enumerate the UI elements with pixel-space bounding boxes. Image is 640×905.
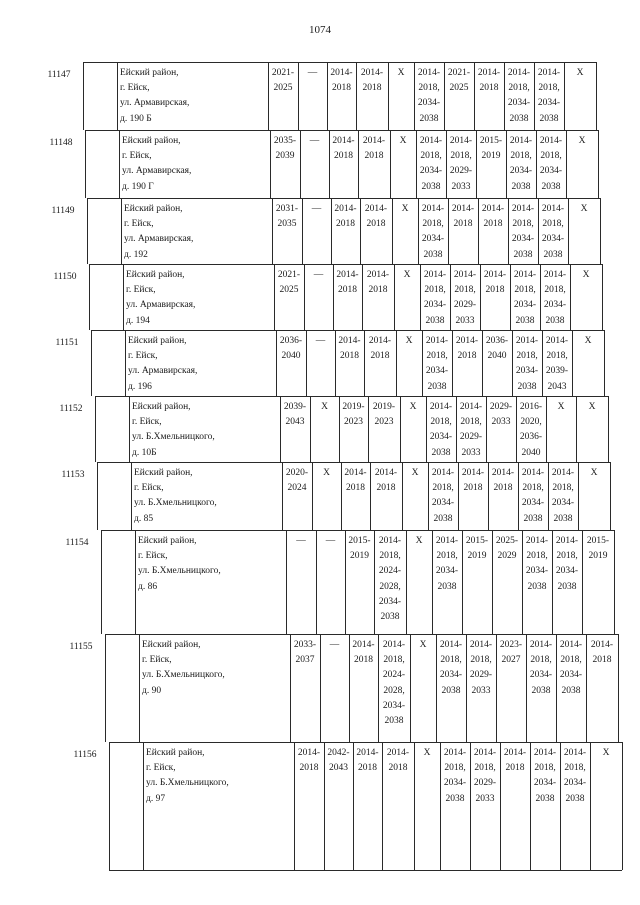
period-cell: 2014- 2018, 2029- 2033	[459, 402, 483, 458]
row-number: 11152	[59, 404, 83, 414]
address-cell: Ейский район, г. Ейск, ул. Армавирская, д. 194	[126, 270, 196, 326]
period-cell: 2014- 2018, 2034- 2038	[529, 640, 553, 696]
period-cell: Х	[557, 402, 565, 412]
column-border	[530, 742, 531, 870]
period-cell: 2014- 2018	[461, 468, 485, 494]
period-cell: 2014- 2018	[334, 204, 357, 230]
period-cell: —	[325, 536, 336, 546]
period-cell: 2014- 2018, 2039- 2043	[545, 336, 569, 392]
period-cell: Х	[415, 536, 423, 546]
row-number: 11150	[53, 272, 77, 282]
period-cell: 2014- 2018, 2029- 2033	[453, 270, 477, 326]
address-cell: Ейский район, г. Ейск, ул. Б.Хмельницкого, д. 85	[134, 468, 217, 524]
period-cell: 2039- 2043	[283, 402, 307, 428]
period-cell: 2021- 2025	[277, 270, 301, 296]
period-cell: Х	[423, 748, 431, 758]
row-number: 11148	[49, 138, 73, 148]
period-cell: 2014- 2018	[336, 270, 359, 296]
address-cell: Ейский район, г. Ейск, ул. Армавирская, д. 196	[128, 336, 198, 392]
period-cell: 2020- 2024	[285, 468, 309, 494]
period-cell: —	[307, 68, 318, 78]
period-cell: 2036- 2040	[279, 336, 303, 362]
period-cell: Х	[399, 136, 407, 146]
period-cell: Х	[588, 402, 596, 412]
period-cell: —	[296, 536, 306, 546]
row-number: 11154	[65, 538, 89, 548]
period-cell: 2014- 2018	[338, 336, 361, 362]
column-border	[353, 742, 354, 870]
period-cell: 2014- 2018, 2034- 2038	[425, 336, 449, 392]
period-cell: 2014- 2018	[481, 204, 505, 230]
period-cell: Х	[405, 336, 413, 346]
period-cell: 2014- 2018, 2034- 2038	[439, 640, 463, 696]
period-cell: 2019- 2023	[342, 402, 365, 428]
period-cell: Х	[323, 468, 330, 478]
period-cell: 2014- 2018, 2034- 2038	[533, 748, 557, 804]
page-number: 1074	[309, 24, 331, 36]
period-cell: 2014- 2018	[297, 748, 321, 774]
period-cell: 2014- 2018, 2034- 2038	[511, 204, 535, 260]
period-cell: 2015- 2019	[348, 536, 371, 562]
row-number: 11155	[69, 642, 93, 652]
period-cell: 2014- 2018	[590, 640, 614, 666]
period-cell: 2014- 2018	[455, 336, 479, 362]
period-cell: 2014- 2018, 2034- 2038	[513, 270, 537, 326]
period-cell: 2021- 2025	[447, 68, 471, 94]
address-cell: Ейский район, г. Ейск, ул. Б.Хмельницкого, д. 90	[142, 640, 225, 696]
period-cell: 2014- 2018, 2034- 2038	[443, 748, 467, 804]
column-border	[324, 742, 325, 870]
period-cell: 2019- 2023	[372, 402, 396, 428]
column-border	[382, 742, 383, 870]
period-cell: —	[309, 136, 320, 146]
period-cell: Х	[582, 270, 590, 280]
period-cell: Х	[403, 270, 411, 280]
period-cell: 2014- 2018, 2034- 2038	[525, 536, 549, 592]
period-cell: 2036- 2040	[485, 336, 509, 362]
period-cell: —	[329, 640, 340, 650]
period-cell: Х	[401, 204, 409, 214]
period-cell: —	[313, 270, 324, 280]
period-cell: 2014- 2018, 2034- 2038	[515, 336, 539, 392]
period-cell: 2014- 2018	[491, 468, 515, 494]
period-cell: Х	[602, 748, 610, 758]
period-cell: 2031- 2035	[275, 204, 299, 230]
period-cell: 2033- 2037	[293, 640, 317, 666]
column-border	[440, 742, 441, 870]
column-border	[500, 742, 501, 870]
period-cell: 2014- 2018	[344, 468, 367, 494]
period-cell: 2014- 2018	[360, 68, 384, 94]
period-cell: 2014- 2018, 2034- 2038	[507, 68, 531, 124]
period-cell: Х	[580, 204, 588, 214]
period-cell: 2014- 2018	[364, 204, 388, 230]
period-cell: 2014- 2018, 2034- 2038	[559, 640, 583, 696]
period-cell: 2014- 2018, 2034- 2038	[431, 468, 455, 524]
period-cell: 2014- 2018, 2034- 2038	[421, 204, 445, 260]
period-cell: 2014- 2018	[503, 748, 527, 774]
period-cell: 2023- 2027	[499, 640, 523, 666]
period-cell: 2021- 2025	[271, 68, 295, 94]
period-cell: 2014- 2018, 2034- 2038	[543, 270, 567, 326]
period-cell: 2015- 2019	[465, 536, 489, 562]
period-cell: 2014- 2018	[386, 748, 410, 774]
period-cell: 2014- 2018, 2029- 2033	[469, 640, 493, 696]
period-cell: 2014- 2018, 2034- 2038	[423, 270, 447, 326]
address-cell: Ейский район, г. Ейск, ул. Армавирская, д. 190 Б	[120, 68, 190, 124]
period-cell: 2014- 2018	[356, 748, 379, 774]
period-cell: 2014- 2018, 2034- 2038	[417, 68, 441, 124]
period-cell: 2014- 2018	[483, 270, 507, 296]
column-border	[470, 742, 471, 870]
column-border	[294, 742, 295, 870]
address-cell: Ейский район, г. Ейск, ул. Армавирская, д. 192	[124, 204, 194, 260]
period-cell: Х	[411, 468, 419, 478]
period-cell: 2025- 2029	[495, 536, 519, 562]
period-cell: —	[315, 336, 326, 346]
period-cell: Х	[321, 402, 328, 412]
period-cell: 2014- 2018, 2034- 2038	[509, 136, 533, 192]
period-cell: Х	[576, 68, 584, 78]
row-number: 11149	[51, 206, 75, 216]
row-border	[109, 742, 622, 743]
period-cell: 2014- 2018, 2029- 2033	[473, 748, 497, 804]
period-cell: Х	[419, 640, 427, 650]
period-cell: 2014- 2018	[451, 204, 475, 230]
period-cell: 2014- 2018	[352, 640, 375, 666]
period-cell: 2014- 2018	[330, 68, 353, 94]
address-cell: Ейский район, г. Ейск, ул. Армавирская, д. 190 Г	[122, 136, 192, 192]
period-cell: 2014- 2018, 2034- 2038	[563, 748, 587, 804]
address-cell: Ейский район, г. Ейск, ул. Б.Хмельницкого, д. 97	[146, 748, 229, 804]
period-cell: 2014- 2018, 2034- 2038	[541, 204, 565, 260]
period-cell: Х	[578, 136, 586, 146]
period-cell: Х	[590, 468, 598, 478]
period-cell: 2014- 2018, 2034- 2038	[539, 136, 563, 192]
column-border	[560, 742, 561, 870]
row-number: 11147	[47, 70, 71, 80]
address-cell: Ейский район, г. Ейск, ул. Б.Хмельницкого, д. 86	[138, 536, 221, 592]
period-cell: 2014- 2018, 2024- 2028, 2034- 2038	[378, 536, 402, 623]
period-cell: 2016- 2020, 2036- 2040	[519, 402, 543, 458]
address-cell: Ейский район, г. Ейск, ул. Б.Хмельницкого, д. 10Б	[132, 402, 215, 458]
period-cell: 2014- 2018, 2034- 2038	[419, 136, 443, 192]
period-cell: 2014- 2018, 2034- 2038	[429, 402, 453, 458]
period-cell: Х	[397, 68, 405, 78]
period-cell: 2014- 2018	[332, 136, 355, 162]
period-cell: 2015- 2019	[586, 536, 610, 562]
column-border	[143, 742, 144, 870]
period-cell: 2014- 2018, 2034- 2038	[521, 468, 545, 524]
row-border	[109, 870, 622, 871]
row-number: 11151	[55, 338, 79, 348]
period-cell: 2035- 2039	[273, 136, 297, 162]
period-cell: 2014- 2018, 2034- 2038	[537, 68, 561, 124]
row-number: 11156	[73, 750, 97, 760]
column-border	[590, 742, 591, 870]
period-cell: 2014- 2018	[362, 136, 386, 162]
period-cell: Х	[584, 336, 592, 346]
period-cell: 2042- 2043	[327, 748, 350, 774]
period-cell: 2014- 2018, 2034- 2038	[551, 468, 575, 524]
column-border	[109, 742, 110, 870]
column-border	[414, 742, 415, 870]
row-number: 11153	[61, 470, 85, 480]
column-border	[622, 742, 623, 870]
period-cell: 2014- 2018	[477, 68, 501, 94]
period-cell: 2014- 2018, 2034- 2038	[435, 536, 459, 592]
period-cell: Х	[409, 402, 417, 412]
period-cell: —	[311, 204, 322, 214]
period-cell: 2014- 2018, 2024- 2028, 2034- 2038	[382, 640, 406, 727]
period-cell: 2014- 2018	[366, 270, 390, 296]
period-cell: 2014- 2018, 2029- 2033	[449, 136, 473, 192]
period-cell: 2014- 2018	[374, 468, 398, 494]
period-cell: 2014- 2018, 2034- 2038	[555, 536, 579, 592]
period-cell: 2015- 2019	[479, 136, 503, 162]
period-cell: 2014- 2018	[368, 336, 392, 362]
period-cell: 2029- 2033	[489, 402, 513, 428]
